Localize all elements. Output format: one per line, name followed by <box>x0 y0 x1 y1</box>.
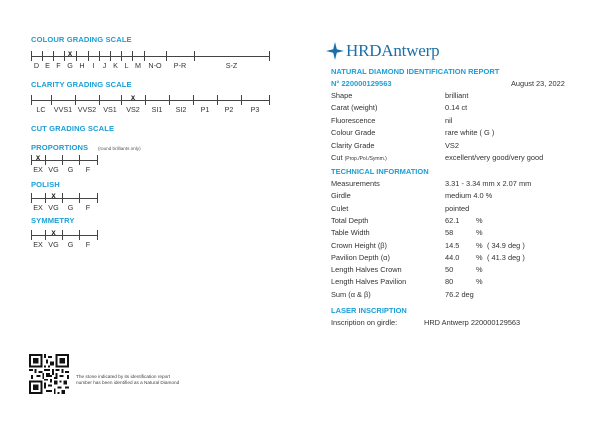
clarity-tick <box>269 95 270 105</box>
polish-label-f: F <box>85 203 91 212</box>
technical-label: Length Halves Crown <box>331 265 402 275</box>
technical-unit: % <box>476 215 483 225</box>
technical-label: Culet <box>331 203 349 213</box>
symmetry-label-f: F <box>85 240 91 249</box>
symmetry-selected-mark: x <box>51 228 56 237</box>
colour-label-n-o: N-O <box>148 61 162 70</box>
general-label: Cut (Prop./Pol./Symm.) <box>331 153 387 162</box>
technical-value: 44.0 <box>445 252 460 262</box>
colour-tick <box>99 51 100 61</box>
polish-label-g: G <box>67 203 74 212</box>
qr-code-icon <box>29 354 69 394</box>
footer-line-1: The stone indicated by its identification report <box>76 374 171 379</box>
general-value: nil <box>445 115 453 125</box>
colour-grading-scale <box>31 50 269 72</box>
proportions-tick <box>45 155 46 165</box>
technical-label: Sum (α & β) <box>331 289 371 299</box>
colour-tick <box>194 51 195 61</box>
colour-tick <box>121 51 122 61</box>
clarity-label-p1: P1 <box>200 105 210 114</box>
proportions-tick <box>62 155 63 165</box>
colour-label-e: E <box>45 61 50 70</box>
colour-tick <box>64 51 65 61</box>
clarity-label-p2: P2 <box>224 105 234 114</box>
polish-tick <box>45 193 46 203</box>
polish-label-ex: EX <box>33 203 43 212</box>
hrd-antwerp-logo <box>326 40 439 62</box>
clarity-tick <box>169 95 170 105</box>
symmetry-label-vg: VG <box>48 240 59 249</box>
proportions-heading: PROPORTIONS <box>31 143 89 152</box>
colour-label-k: K <box>113 61 118 70</box>
clarity-tick <box>75 95 76 105</box>
clarity-baseline <box>31 100 269 101</box>
colour-label-m: M <box>135 61 141 70</box>
technical-unit: % <box>476 240 483 250</box>
clarity-tick <box>51 95 52 105</box>
colour-label-l: L <box>124 61 129 70</box>
technical-label: Measurements <box>331 179 380 188</box>
general-value: VS2 <box>445 140 459 150</box>
clarity-label-lc: LC <box>36 105 46 114</box>
technical-value: 50 <box>445 265 454 275</box>
cut-scale-heading: CUT GRADING SCALE <box>31 124 115 133</box>
clarity-tick <box>193 95 194 105</box>
clarity-label-vvs2: VVS2 <box>77 105 97 114</box>
technical-value: 80 <box>445 277 454 287</box>
technical-label: Crown Height (β) <box>331 240 387 250</box>
laser-value: HRD Antwerp 220000129563 <box>424 318 521 327</box>
colour-label-h: H <box>79 61 85 70</box>
polish-scale <box>31 192 97 214</box>
colour-baseline <box>31 56 269 57</box>
general-label: Clarity Grade <box>331 140 375 150</box>
general-label: Carat (weight) <box>331 103 378 113</box>
footer-statement <box>76 374 216 386</box>
polish-tick <box>97 193 98 203</box>
colour-tick <box>144 51 145 61</box>
general-value: rare white ( G ) <box>445 128 495 138</box>
proportions-note: (round brilliants only) <box>98 146 141 151</box>
colour-tick <box>88 51 89 61</box>
clarity-tick <box>99 95 100 105</box>
colour-tick <box>132 51 133 61</box>
colour-label-d: D <box>33 61 40 70</box>
clarity-label-vs1: VS1 <box>103 105 117 114</box>
proportions-label-ex: EX <box>33 165 43 174</box>
proportions-label-vg: VG <box>48 165 59 174</box>
symmetry-tick <box>45 230 46 240</box>
clarity-selected-mark: x <box>130 93 136 102</box>
polish-selected-mark: x <box>51 191 56 200</box>
general-label-note: (Prop./Pol./Symm.) <box>344 156 387 162</box>
colour-tick <box>110 51 111 61</box>
colour-tick <box>269 51 270 61</box>
symmetry-tick <box>79 230 80 240</box>
polish-heading: POLISH <box>31 180 60 189</box>
technical-value: 58 <box>445 228 454 238</box>
laser-inscription-heading: LASER INSCRIPTION <box>331 306 407 315</box>
clarity-label-si2: SI2 <box>175 105 187 114</box>
technical-label: Length Halves Pavilion <box>331 277 407 287</box>
symmetry-tick <box>97 230 98 240</box>
technical-unit: % <box>476 228 483 238</box>
general-value: excellent/very good/very good <box>445 153 544 162</box>
colour-tick <box>166 51 167 61</box>
technical-unit: % <box>476 265 483 275</box>
colour-label-g: G <box>67 61 73 70</box>
proportions-label-g: G <box>67 165 74 174</box>
technical-label: Table Width <box>331 228 370 238</box>
symmetry-baseline <box>31 235 97 236</box>
proportions-baseline <box>31 160 97 161</box>
proportions-scale <box>31 154 97 176</box>
colour-selected-mark: x <box>67 49 73 58</box>
report-number: N° 220000129563 <box>331 79 392 88</box>
laser-label: Inscription on girdle: <box>331 318 398 327</box>
technical-information-heading: TECHNICAL INFORMATION <box>331 167 429 176</box>
colour-label-i: I <box>92 61 95 70</box>
symmetry-scale <box>31 229 97 251</box>
clarity-grading-scale <box>31 94 269 116</box>
technical-unit: % <box>476 277 483 287</box>
clarity-label-p3: P3 <box>250 105 260 114</box>
general-label: Colour Grade <box>331 128 376 138</box>
colour-label-f: F <box>56 61 61 70</box>
proportions-tick <box>79 155 80 165</box>
technical-value: 62.1 <box>445 215 460 225</box>
report-date: August 23, 2022 <box>511 79 565 88</box>
clarity-label-si1: SI1 <box>151 105 163 114</box>
technical-value: pointed <box>445 203 470 213</box>
clarity-tick <box>217 95 218 105</box>
colour-label-p-r: P-R <box>173 61 187 70</box>
clarity-tick <box>121 95 122 105</box>
polish-baseline <box>31 198 97 199</box>
technical-angle: ( 34.9 deg ) <box>487 240 525 250</box>
colour-tick <box>53 51 54 61</box>
technical-label: Total Depth <box>331 215 369 225</box>
technical-label: Pavilion Depth (α) <box>331 252 390 262</box>
general-label: Fluorescence <box>331 115 376 125</box>
clarity-tick <box>31 95 32 105</box>
symmetry-heading: SYMMETRY <box>31 216 75 225</box>
technical-label: Girdle <box>331 191 351 201</box>
symmetry-label-g: G <box>67 240 74 249</box>
proportions-label-f: F <box>85 165 91 174</box>
colour-tick <box>76 51 77 61</box>
colour-tick <box>42 51 43 61</box>
technical-value: 14.5 <box>445 240 460 250</box>
clarity-label-vvs1: VVS1 <box>53 105 73 114</box>
report-title: NATURAL DIAMOND IDENTIFICATION REPORT <box>331 67 500 76</box>
polish-tick <box>79 193 80 203</box>
polish-tick <box>31 193 32 203</box>
logo-wordmark: HRDAntwerp <box>346 41 440 60</box>
symmetry-tick <box>31 230 32 240</box>
general-value: 0.14 ct <box>445 103 468 113</box>
technical-value: medium 4.0 % <box>445 191 493 201</box>
polish-label-vg: VG <box>48 203 59 212</box>
clarity-label-vs2: VS2 <box>126 105 140 114</box>
polish-tick <box>62 193 63 203</box>
symmetry-label-ex: EX <box>33 240 43 249</box>
colour-label-j: J <box>102 61 107 70</box>
symmetry-tick <box>62 230 63 240</box>
technical-angle: ( 41.3 deg ) <box>487 252 525 262</box>
proportions-tick <box>31 155 32 165</box>
clarity-tick <box>241 95 242 105</box>
general-value: brilliant <box>445 91 469 100</box>
clarity-scale-heading: CLARITY GRADING SCALE <box>31 80 132 89</box>
general-label: Shape <box>331 91 353 100</box>
star-logo-icon <box>326 42 344 60</box>
proportions-tick <box>97 155 98 165</box>
technical-value: 76.2 deg <box>445 289 474 299</box>
clarity-tick <box>145 95 146 105</box>
colour-tick <box>31 51 32 61</box>
proportions-selected-mark: x <box>35 153 41 162</box>
technical-unit: % <box>476 252 483 262</box>
footer-line-2: number has been identified as a Natural Diamond <box>76 380 180 385</box>
technical-value: 3.31 - 3.34 mm x 2.07 mm <box>445 179 532 188</box>
colour-label-s-z: S-Z <box>225 61 238 70</box>
colour-scale-heading: COLOUR GRADING SCALE <box>31 35 132 44</box>
